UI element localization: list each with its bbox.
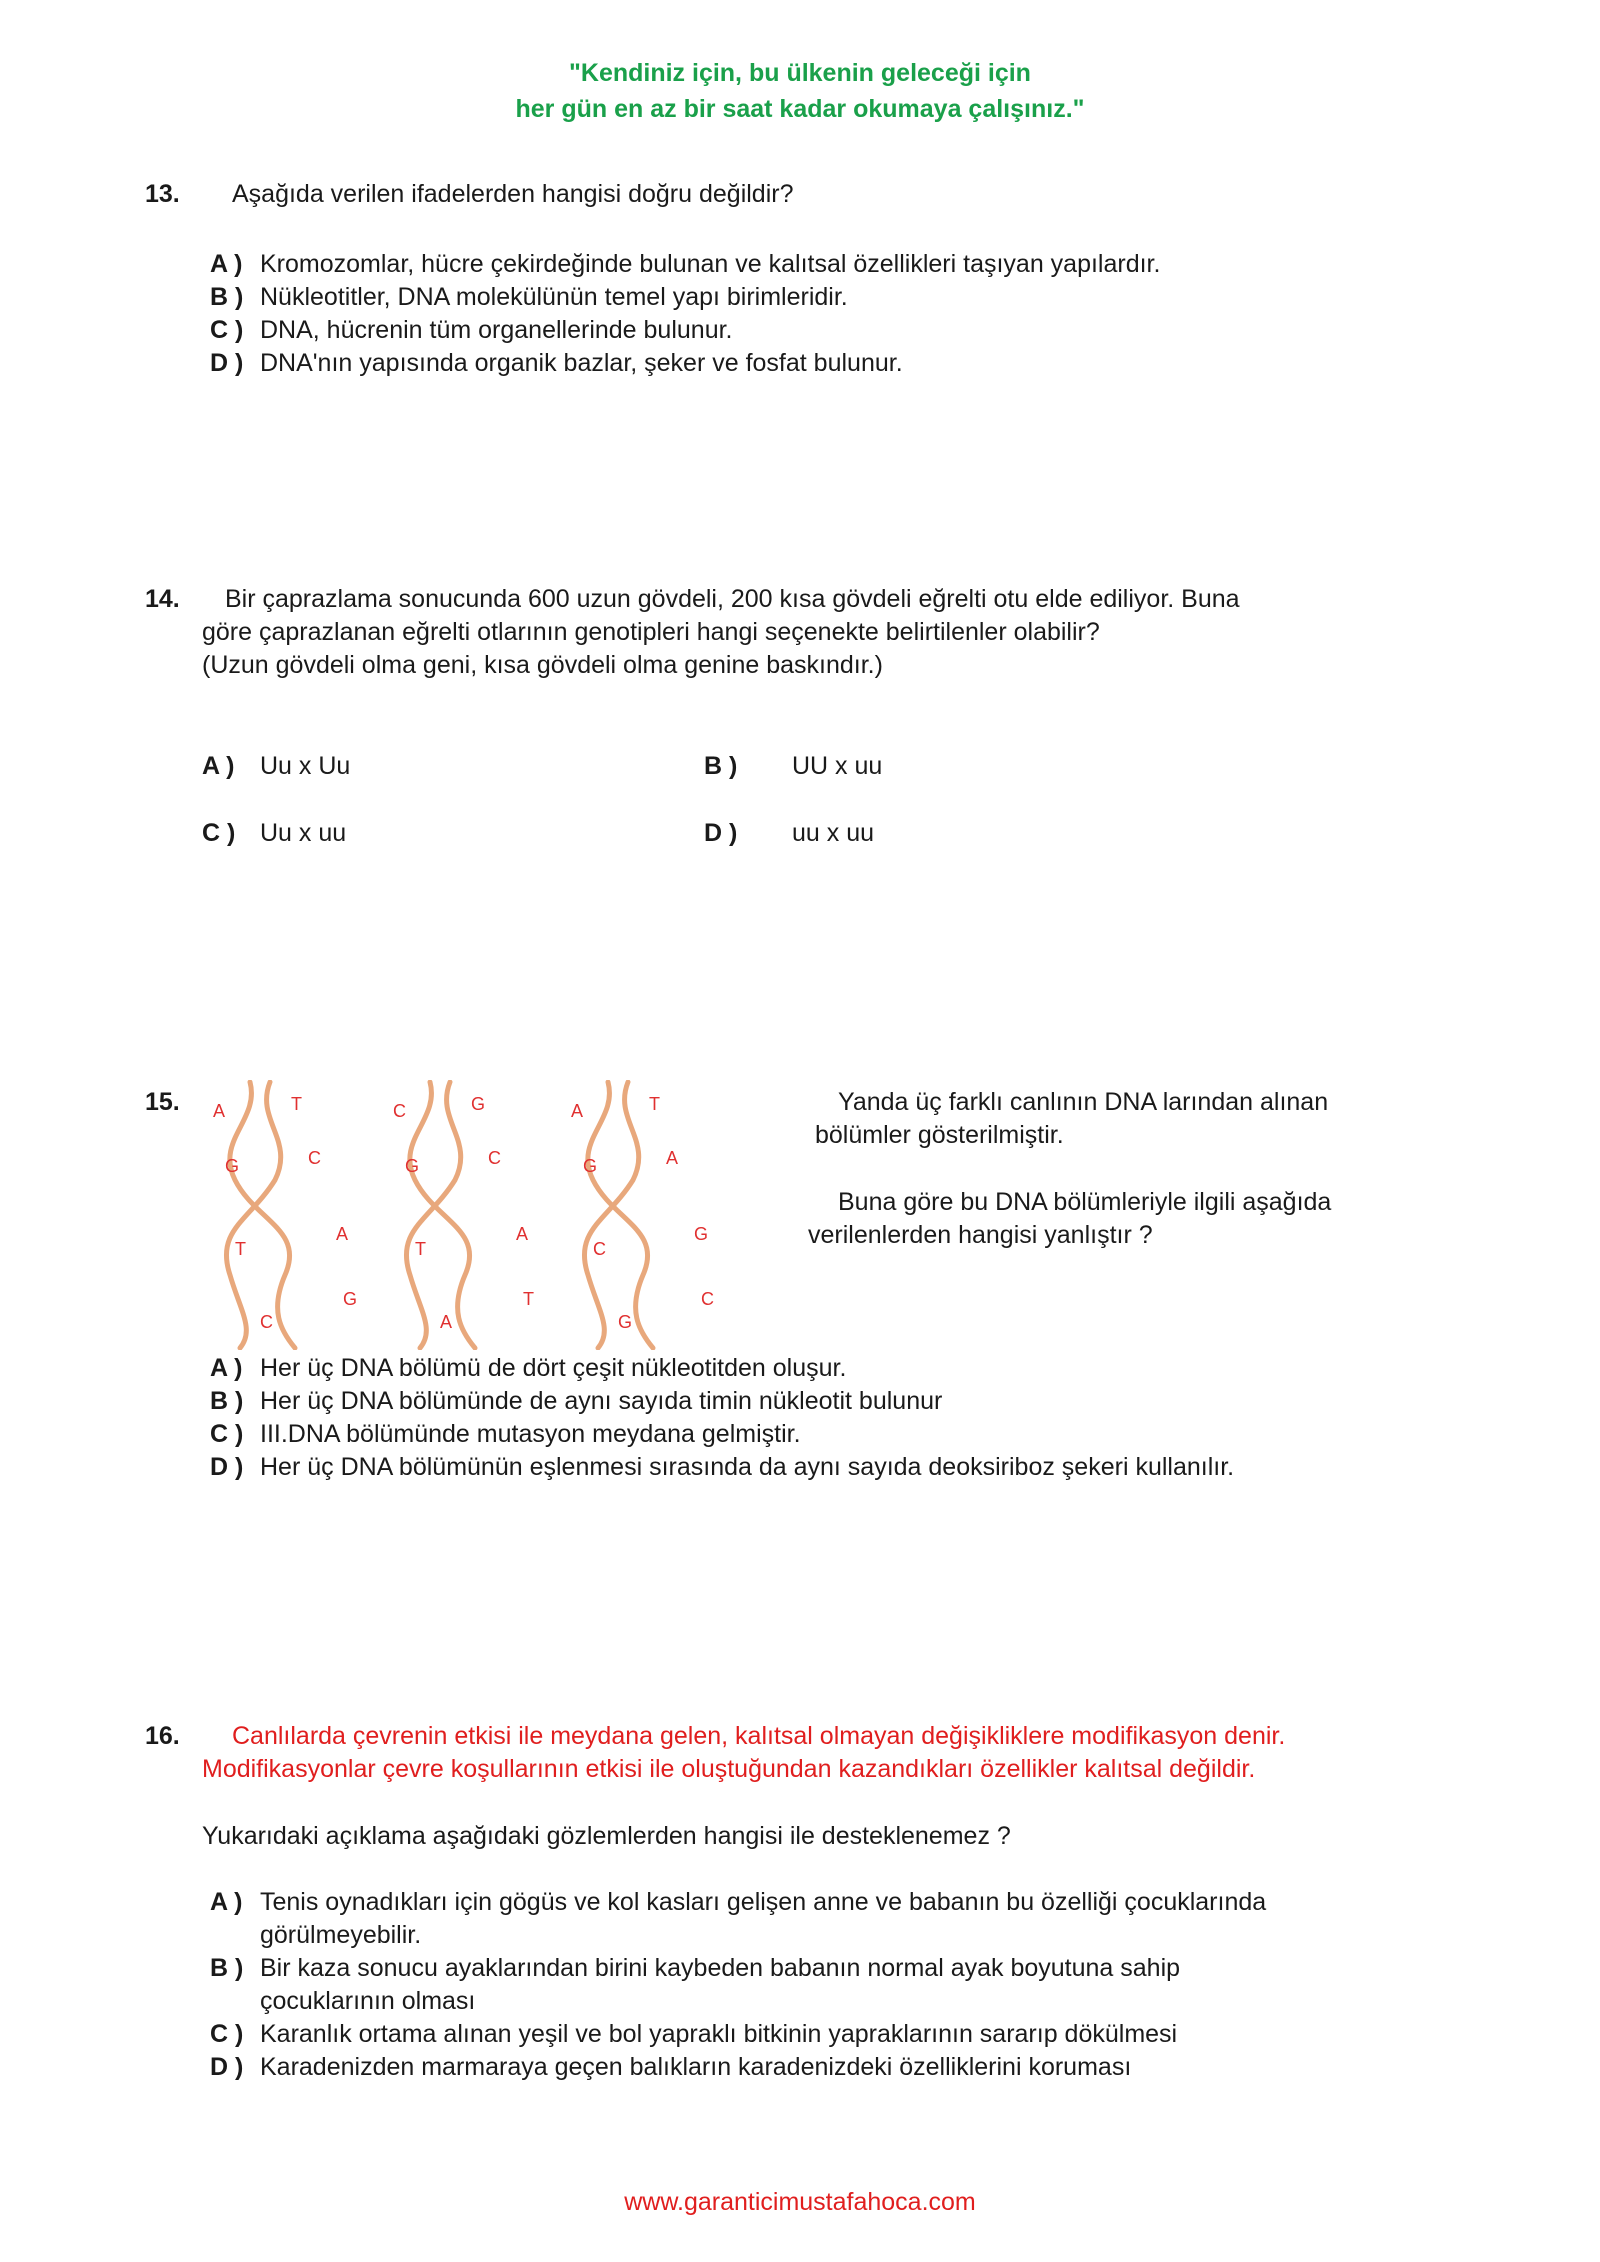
strand-1-base-8: C <box>260 1312 273 1332</box>
q14-option-d[interactable]: D ) uu x uu <box>704 819 875 847</box>
strand-1-base-5: T <box>235 1239 246 1259</box>
strand-2-base-8: A <box>440 1312 453 1332</box>
q14-option-c[interactable]: C ) Uu x uu <box>202 819 347 847</box>
strand-2-base-1: C <box>393 1101 406 1121</box>
q13-question: Aşağıda verilen ifadelerden hangisi doğru değildir? <box>232 180 794 208</box>
strand-3-base-6: G <box>694 1224 709 1244</box>
q13-option-a[interactable]: A ) Kromozomlar, hücre çekirdeğinde bulunan ve kalıtsal özellikleri taşıyan yapılardır. <box>210 250 1161 278</box>
strand-1-base-4: C <box>308 1148 321 1168</box>
strand-1-backbone-2 <box>226 1082 280 1348</box>
q13-options <box>210 248 1160 380</box>
strand-2 <box>393 1082 534 1348</box>
q14-line1: Bir çaprazlama sonucunda 600 uzun gövdeli, 200 kısa gövdeli eğrelti otu elde ediliyor. Buna <box>225 585 1240 613</box>
q14-number: 14. <box>145 585 180 613</box>
q13-option-b[interactable]: B ) Nükleotitler, DNA molekülünün temel yapı birimleridir. <box>210 283 848 311</box>
strand-3-base-3: G <box>583 1156 598 1176</box>
strand-2-backbone-2 <box>406 1082 460 1348</box>
strand-2-base-7: T <box>523 1289 534 1309</box>
q15-side-line3: Buna göre bu DNA bölümleriyle ilgili aşağıda <box>838 1188 1332 1216</box>
strand-1-base-6: A <box>336 1224 349 1244</box>
q15-option-d[interactable]: D ) Her üç DNA bölümünün eşlenmesi sırasında da aynı sayıda deoksiriboz şekeri kullanılır. <box>210 1453 1235 1481</box>
q15-options <box>210 1352 1234 1484</box>
strand-3-base-8: G <box>618 1312 633 1332</box>
q15-number: 15. <box>145 1088 180 1116</box>
q16-number: 16. <box>145 1722 180 1750</box>
q15-side-line4: verilenlerden hangisi yanlıştır ? <box>808 1221 1153 1249</box>
header-quote-line1: "Kendiniz için, bu ülkenin geleceği için <box>569 59 1031 87</box>
q16-options <box>210 1886 1266 2084</box>
q16-option-c[interactable]: C ) Karanlık ortama alınan yeşil ve bol yapraklı bitkinin yapraklarının sararıp dökülmesi <box>210 2020 1178 2048</box>
q14-option-a[interactable]: A ) Uu x Uu <box>202 752 351 780</box>
q16-option-d[interactable]: D ) Karadenizden marmaraya geçen balıkların karadenizdeki özelliklerini koruması <box>210 2053 1132 2081</box>
strand-2-base-3: G <box>405 1156 420 1176</box>
strand-3-base-5: C <box>593 1239 606 1259</box>
q14-line3: (Uzun gövdeli olma geni, kısa gövdeli olma genine baskındır.) <box>202 651 883 679</box>
strand-1-base-7: G <box>343 1289 358 1309</box>
strand-3-base-1: A <box>571 1101 584 1121</box>
q14-line2: göre çaprazlanan eğrelti otlarının genotipleri hangi seçenekte belirtilenler olabilir? <box>202 618 1100 646</box>
strand-3-base-2: T <box>649 1094 660 1114</box>
q15-option-c[interactable]: C ) III.DNA bölümünde mutasyon meydana gelmiştir. <box>210 1420 801 1448</box>
strand-1 <box>213 1082 357 1348</box>
q15-option-a[interactable]: A ) Her üç DNA bölümü de dört çeşit nükleotitden oluşur. <box>210 1354 847 1382</box>
strand-1-base-1: A <box>213 1101 226 1121</box>
strand-3-base-4: A <box>666 1148 679 1168</box>
q14-option-b[interactable]: B ) UU x uu <box>704 752 883 780</box>
q15-side-line1: Yanda üç farklı canlının DNA larından alınan <box>838 1088 1329 1116</box>
q16-red-line1: Canlılarda çevrenin etkisi ile meydana gelen, kalıtsal olmayan değişikliklere modifikasyon denir. <box>232 1722 1286 1750</box>
q16-option-a[interactable]: A ) Tenis oynadıkları için gögüs ve kol kasları gelişen anne ve babanın bu özelliği çocuklarında <box>210 1888 1267 1916</box>
strand-3 <box>571 1082 714 1348</box>
q16-option-a-cont: görülmeyebilir. <box>260 1921 422 1949</box>
strand-2-base-2: G <box>471 1094 486 1114</box>
strand-1-base-3: G <box>225 1156 240 1176</box>
q13-option-d[interactable]: D ) DNA'nın yapısında organik bazlar, şeker ve fosfat bulunur. <box>210 349 903 377</box>
dna-strands-figure <box>195 1080 785 1350</box>
q13-number: 13. <box>145 180 180 208</box>
q16-option-b[interactable]: B ) Bir kaza sonucu ayaklarından birini kaybeden babanın normal ayak boyutuna sahip <box>210 1954 1181 1982</box>
strand-2-base-6: A <box>516 1224 529 1244</box>
strand-1-base-2: T <box>291 1094 302 1114</box>
q15-option-b[interactable]: B ) Her üç DNA bölümünde de aynı sayıda timin nükleotit bulunur <box>210 1387 943 1415</box>
strand-3-backbone-2 <box>584 1082 638 1348</box>
q16-question: Yukarıdaki açıklama aşağıdaki gözlemlerden hangisi ile desteklenemez ? <box>202 1822 1011 1850</box>
strand-3-base-7: C <box>701 1289 714 1309</box>
q16-option-b-cont: çocuklarının olması <box>260 1987 476 2015</box>
header-quote-line2: her gün en az bir saat kadar okumaya çalışınız." <box>515 95 1085 123</box>
strand-2-base-4: C <box>488 1148 501 1168</box>
strand-2-base-5: T <box>415 1239 426 1259</box>
q13-option-c[interactable]: C ) DNA, hücrenin tüm organellerinde bulunur. <box>210 316 733 344</box>
footer-website[interactable]: www.garanticimustafahoca.com <box>624 2188 976 2216</box>
q15-side-line2: bölümler gösterilmiştir. <box>815 1121 1064 1149</box>
q16-red-line2: Modifikasyonlar çevre koşullarının etkisi ile oluştuğundan kazandıkları özellikler kalıtsal değildir. <box>202 1755 1256 1783</box>
